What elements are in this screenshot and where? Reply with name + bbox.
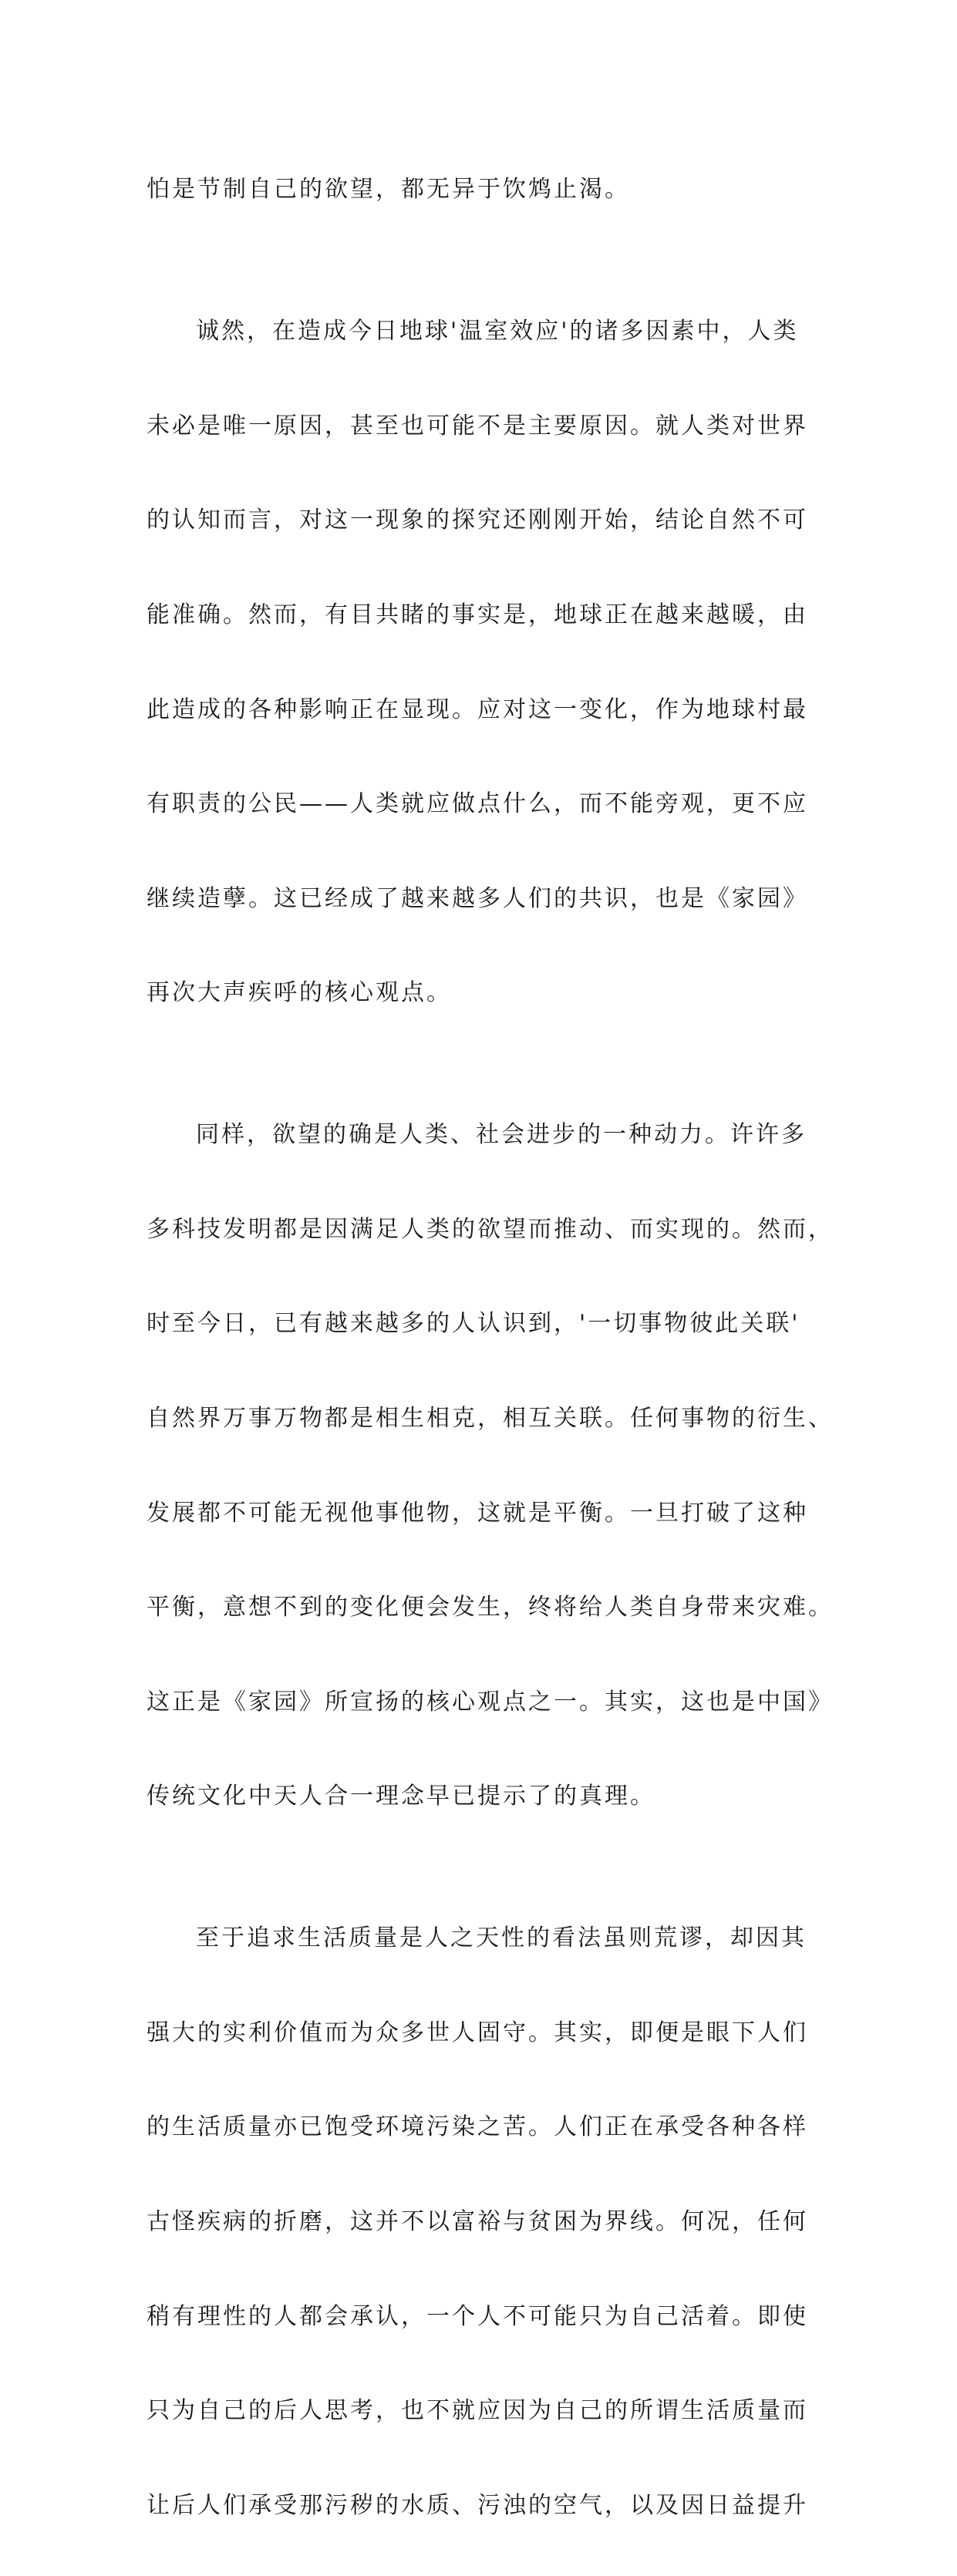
text-line: 未必是唯一原因，甚至也可能不是主要原因。就人类对世界 — [147, 412, 808, 439]
paragraph-4 — [147, 1867, 810, 2576]
text-line: 同样，欲望的确是人类、社会进步的一种动力。许许多 — [196, 1121, 807, 1149]
text-line: 能准确。然而，有目共睹的事实是，地球正在越来越暖，由 — [147, 601, 808, 628]
text-line: 时至今日，已有越来越多的人认识到，'一切事物彼此关联' — [147, 1310, 800, 1338]
text-line: 诚然，在造成今日地球'温室效应'的诸多因素中，人类 — [196, 318, 799, 345]
text-line: 再次大声疾呼的核心观点。 — [147, 979, 452, 1007]
text-line: 发展都不可能无视他事他物，这就是平衡。一旦打破了这种 — [147, 1499, 808, 1527]
text-line: 至于追求生活质量是人之天性的看法虽则荒谬，却因其 — [196, 1924, 807, 1952]
text-line: 此造成的各种影响正在显现。应对这一变化，作为地球村最 — [147, 695, 808, 723]
text-line: 让后人们承受那污秽的水质、污浊的空气，以及因日益提升 — [147, 2491, 808, 2519]
text-line: 继续造孽。这已经成了越来越多人们的共识，也是《家园》 — [147, 884, 808, 912]
text-line: 的认知而言，对这一现象的探究还刚刚开始，结论自然不可 — [147, 507, 808, 534]
text-line: 平衡，意想不到的变化便会发生，终将给人类自身带来灾难。 — [147, 1594, 834, 1621]
text-line: 强大的实利价值而为众多世人固守。其实，即便是眼下人们 — [147, 2019, 808, 2046]
text-line: 的生活质量亦已饱受环境污染之苦。人们正在承受各种各样 — [147, 2113, 808, 2141]
text-line: 只为自己的后人思考，也不就应因为自己的所谓生活质量而 — [147, 2397, 808, 2425]
text-line: 怕是节制自己的欲望，都无异于饮鸩止渴。 — [147, 176, 630, 204]
text-line: 传统文化中天人合一理念早已提示了的真理。 — [147, 1783, 655, 1810]
paragraph-3 — [147, 1064, 834, 1867]
text-line: 自然界万事万物都是相生相克，相互关联。任何事物的衍生、 — [147, 1405, 834, 1433]
text-line: 有职责的公民——人类就应做点什么，而不能旁观，更不应 — [147, 790, 808, 818]
document-body — [147, 119, 834, 2576]
text-line: 稍有理性的人都会承认，一个人不可能只为自己活着。即使 — [147, 2302, 808, 2330]
text-line: 古怪疾病的折磨，这并不以富裕与贫困为界线。何况，任何 — [147, 2208, 808, 2236]
text-line: 这正是《家园》所宣扬的核心观点之一。其实，这也是中国》 — [147, 1688, 834, 1716]
text-line: 多科技发明都是因满足人类的欲望而推动、而实现的。然而， — [147, 1215, 834, 1243]
paragraph-1 — [147, 119, 810, 261]
paragraph-2 — [147, 261, 810, 1064]
